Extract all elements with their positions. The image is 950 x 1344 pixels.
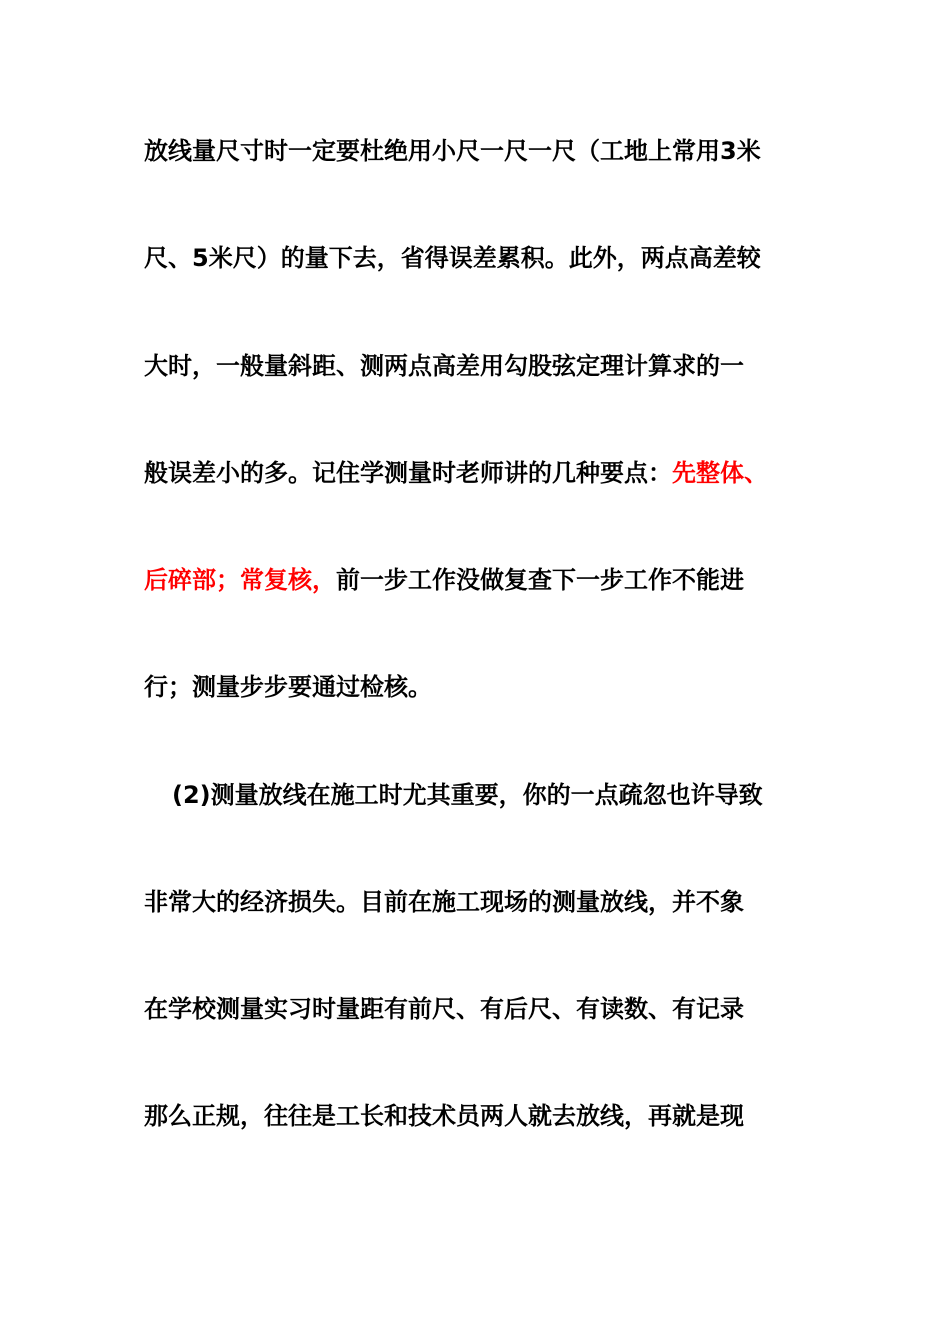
text-line-4-plain: 般误差小的多。记住学测量时老师讲的几种要点： <box>144 459 672 487</box>
text-line-6: 行；测量步步要通过检核。 <box>144 673 432 701</box>
text-line-9: 在学校测量实习时量距有前尺、有后尺、有读数、有记录 <box>144 995 744 1023</box>
text-line-8: 非常大的经济损失。目前在施工现场的测量放线，并不象 <box>144 888 744 916</box>
text-line-5 <box>144 560 824 600</box>
text-line-4 <box>144 453 824 493</box>
text-line-3: 大时，一般量斜距、测两点高差用勾股弦定理计算求的一 <box>144 352 744 380</box>
text-line-1: 放线量尺寸时一定要杜绝用小尺一尺一尺（工地上常用3米 <box>144 137 761 165</box>
text-line-7: (2)测量放线在施工时尤其重要，你的一点疏忽也许导致 <box>172 781 763 809</box>
text-line-2: 尺、5米尺）的量下去，省得误差累积。此外，两点高差较 <box>144 244 761 272</box>
text-line-5-plain: 前一步工作没做复查下一步工作不能进 <box>336 566 744 594</box>
text-line-10: 那么正规，往往是工长和技术员两人就去放线，再就是现 <box>144 1102 744 1130</box>
highlight-text-detail-check: 后碎部；常复核， <box>144 566 336 594</box>
highlight-text-overall: 先整体、 <box>672 459 768 487</box>
